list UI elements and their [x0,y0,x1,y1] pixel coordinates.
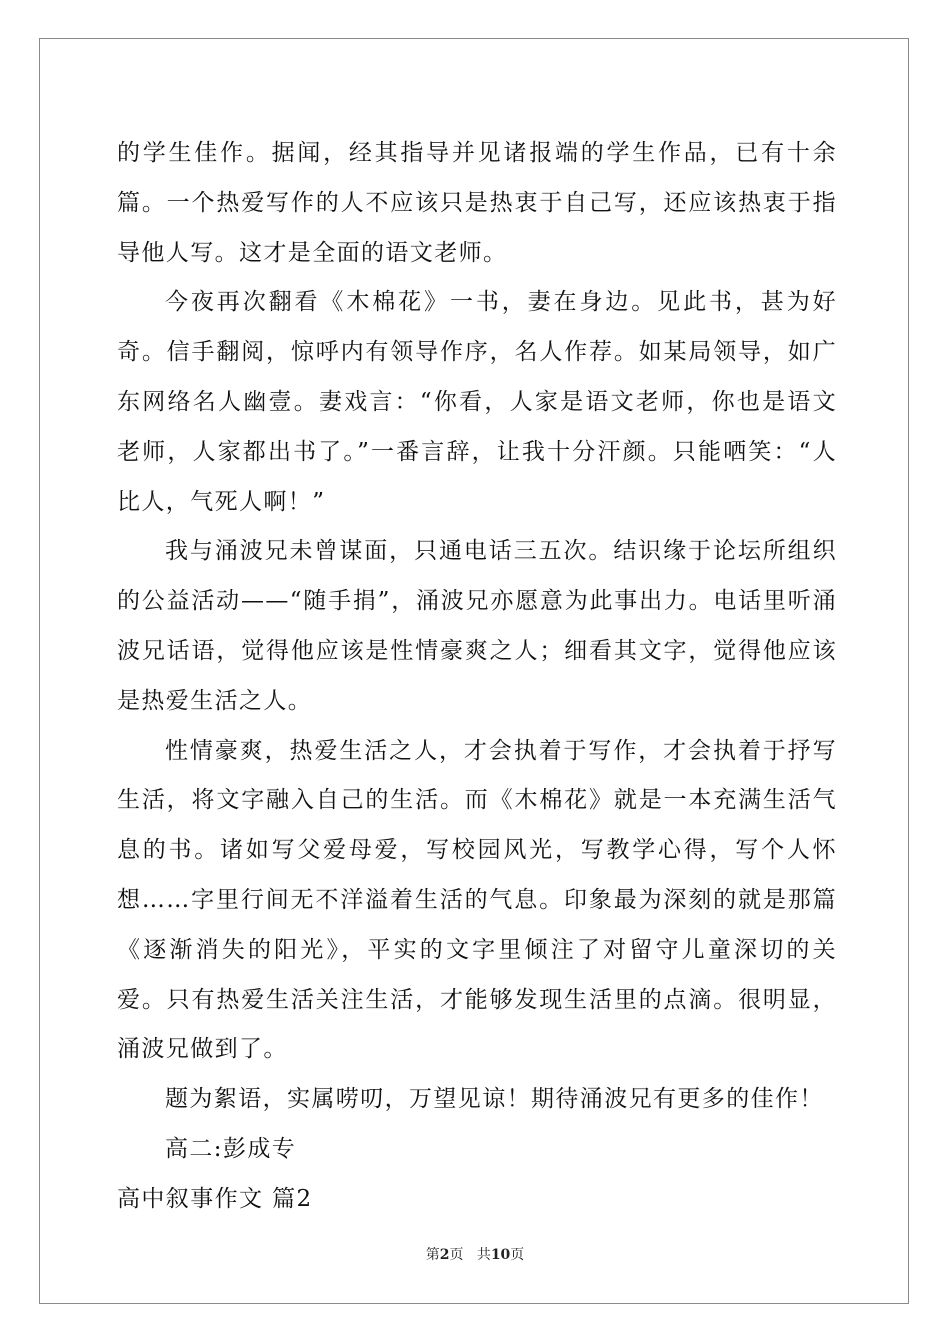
footer-total-suffix: 页 [510,1247,525,1263]
section-heading: 高中叙事作文 篇2 [117,1185,313,1212]
footer-page-prefix: 第 [425,1247,440,1263]
page-footer [0,1244,950,1264]
paragraph-mumianhua: 今夜再次翻看《木棉花》一书，妻在身边。见此书，甚为好奇。信手翻阅，惊呼内有领导作序，名人作荐。如某局领导，如广东网络名人幽壹。妻戏言：“你看，人家是语文老师，你也是语文老师，人家都出书了。”一番言辞，让我十分汗颜。只能哂笑：“人比人，气死人啊！” [117,289,837,515]
paragraph-love-of-life: 性情豪爽，热爱生活之人，才会执着于写作，才会执着于抒写生活，将文字融入自己的生活。而《木棉花》就是一本充满生活气息的书。诸如写父爱母爱，写校园风光，写教学心得，写个人怀想……字里行间无不洋溢着生活的气息。印象最为深刻的就是那篇《逐渐消失的阳光》，平实的文字里倾注了对留守儿童深切的关爱。只有热爱生活关注生活，才能够发现生活里的点滴。很明显，涌波兄做到了。 [117,737,837,1063]
document-body [117,129,837,1225]
author-signature: 高二:彭成专 [165,1135,297,1162]
paragraph-closing: 题为絮语，实属唠叨，万望见谅！期待涌波兄有更多的佳作！ [165,1086,824,1113]
paragraph-continuation: 的学生佳作。据闻，经其指导并见诸报端的学生作品，已有十余篇。一个热爱写作的人不应该只是热衷于自己写，还应该热衷于指导他人写。这才是全面的语文老师。 [117,140,837,266]
footer-total-pages: 10 [490,1247,511,1263]
footer-total-prefix: 共 [476,1247,491,1263]
footer-page-number: 2 [439,1247,450,1263]
footer-page-suffix: 页 [449,1247,464,1263]
paragraph-first-contact: 我与涌波兄未曾谋面，只通电话三五次。结识缘于论坛所组织的公益活动——“随手捐”，涌波兄亦愿意为此事出力。电话里听涌波兄话语，觉得他应该是性情豪爽之人；细看其文字，觉得他应该是热爱生活之人。 [117,538,837,714]
